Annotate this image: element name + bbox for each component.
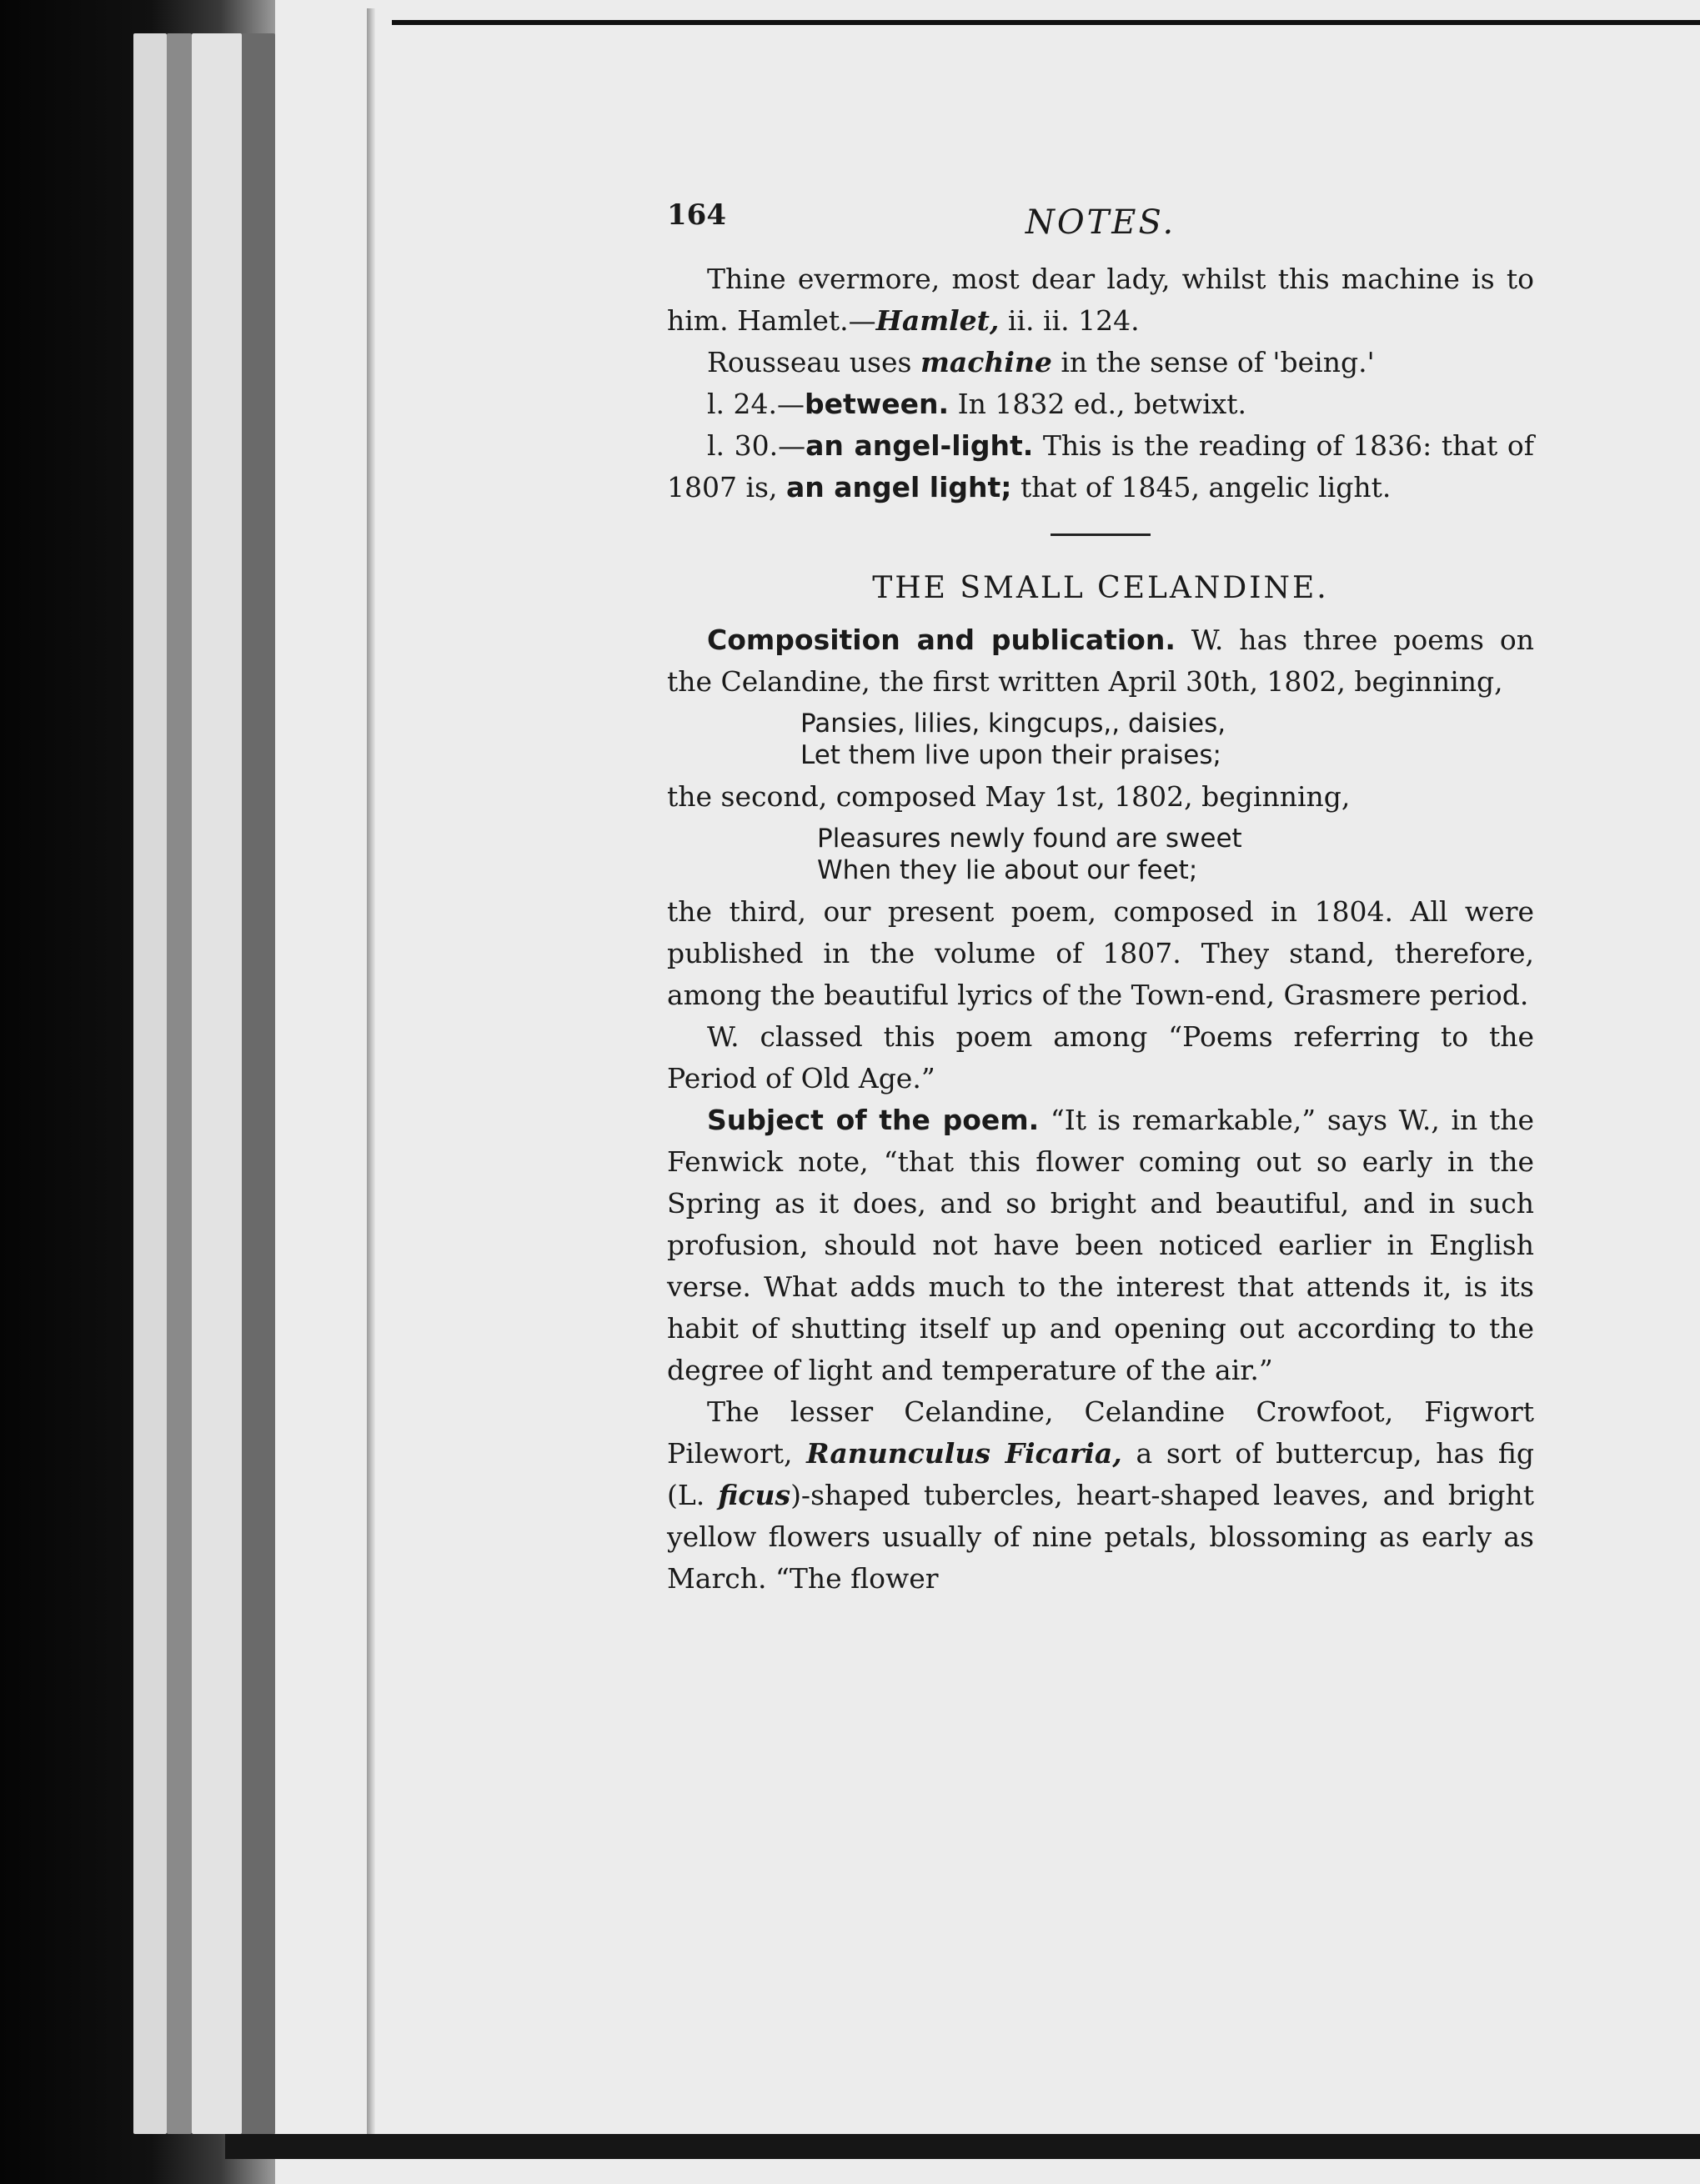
quote-source-title: Hamlet,: [875, 304, 1000, 337]
verse-line: Let them live upon their praises;: [800, 740, 1221, 770]
page-text-block: [667, 192, 1534, 1600]
lesser-latin-ficus: ficus: [718, 1479, 791, 1511]
l24-rest: In 1832 ed., betwixt.: [949, 388, 1247, 420]
l30-ref: l. 30.—: [707, 429, 806, 462]
rousseau-note: [667, 342, 1534, 383]
quote-source-ref: ii. ii. 124.: [999, 304, 1140, 337]
page-edge-stack: [167, 33, 192, 2134]
l30-rest-1: This is the reading of 1836: that of 1807 is,: [667, 429, 1534, 503]
lesser-mid: a sort of buttercup, has fig (L.: [667, 1437, 1534, 1511]
page-edge-stack: [242, 33, 275, 2134]
lesser-celandine-paragraph: [667, 1391, 1534, 1600]
composition-text: W. has three poems on the Celandine, the first written April 30th, 1802, beginning,: [667, 624, 1534, 698]
subject-paragraph: [667, 1100, 1534, 1391]
rousseau-italic: machine: [920, 346, 1052, 378]
subject-label: Subject of the poem.: [707, 1104, 1040, 1136]
third-poem-paragraph: the third, our present poem, composed in 1804. All were published in the volume of 1807. They stand, therefore, among the beautiful lyrics of the Town-end, Grasmere period.: [667, 895, 1534, 1011]
composition-label: Composition and publication.: [707, 624, 1176, 656]
l24-ref: l. 24.—: [707, 388, 805, 420]
page-edge-stack: [192, 33, 242, 2134]
verse-line: Pansies, lilies, kingcups,, daisies,: [800, 709, 1226, 739]
l30-word: an angel-light.: [805, 429, 1034, 462]
line-30-note: [667, 425, 1534, 508]
rousseau-post: in the sense of 'being.': [1051, 346, 1375, 378]
page-edge-shadow: [367, 8, 375, 2142]
running-head: NOTES.: [1025, 203, 1176, 242]
lesser-latin-name: Ranunculus Ficaria,: [806, 1437, 1122, 1470]
page-bottom-border: [225, 2134, 1700, 2159]
verse-quote-1: [800, 708, 1534, 771]
line-24-note: [667, 383, 1534, 425]
subject-text: “It is remarkable,” says W., in the Fenwick note, “that this flower coming out so early in the Spring as it does, and so bright and beautiful, and in such profusion, should not have been noticed earlier in English verse. What adds much to the interest that attends it, is its habit of shutting itself up and opening out according to the degree of light and temperature of the air.”: [667, 1104, 1534, 1386]
lesser-pre: The lesser Celandine, Celandine Crowfoot, Figwort Pilewort,: [667, 1395, 1534, 1470]
classification-paragraph: W. classed this poem among “Poems referring to the Period of Old Age.”: [667, 1020, 1534, 1095]
page-number: 164: [667, 198, 726, 232]
verse-line: When they lie about our feet;: [817, 855, 1198, 885]
section-divider: [1051, 533, 1151, 536]
rousseau-pre: Rousseau uses: [707, 346, 920, 378]
quote-line: Thine evermore, most dear lady, whilst this machine is to him. Hamlet.—: [667, 263, 1534, 337]
second-poem-paragraph: the second, composed May 1st, 1802, beginning,: [667, 780, 1351, 813]
page-top-border: [392, 20, 1700, 25]
composition-paragraph: [667, 619, 1534, 703]
hamlet-quote: [667, 258, 1534, 342]
lesser-post: )-shaped tubercles, heart-shaped leaves, and bright yellow flowers usually of nine petals, blossoming as early as March. “The flower: [667, 1479, 1534, 1595]
l30-bold: an angel light;: [785, 471, 1012, 503]
l24-word: between.: [805, 388, 950, 420]
verse-line: Pleasures newly found are sweet: [817, 824, 1242, 854]
verse-quote-2: [817, 823, 1534, 886]
section-title: THE SMALL CELANDINE.: [872, 571, 1329, 605]
page-header: [667, 192, 1534, 258]
page-edge-stack: [133, 33, 167, 2134]
l30-rest-2: that of 1845, angelic light.: [1011, 471, 1392, 503]
